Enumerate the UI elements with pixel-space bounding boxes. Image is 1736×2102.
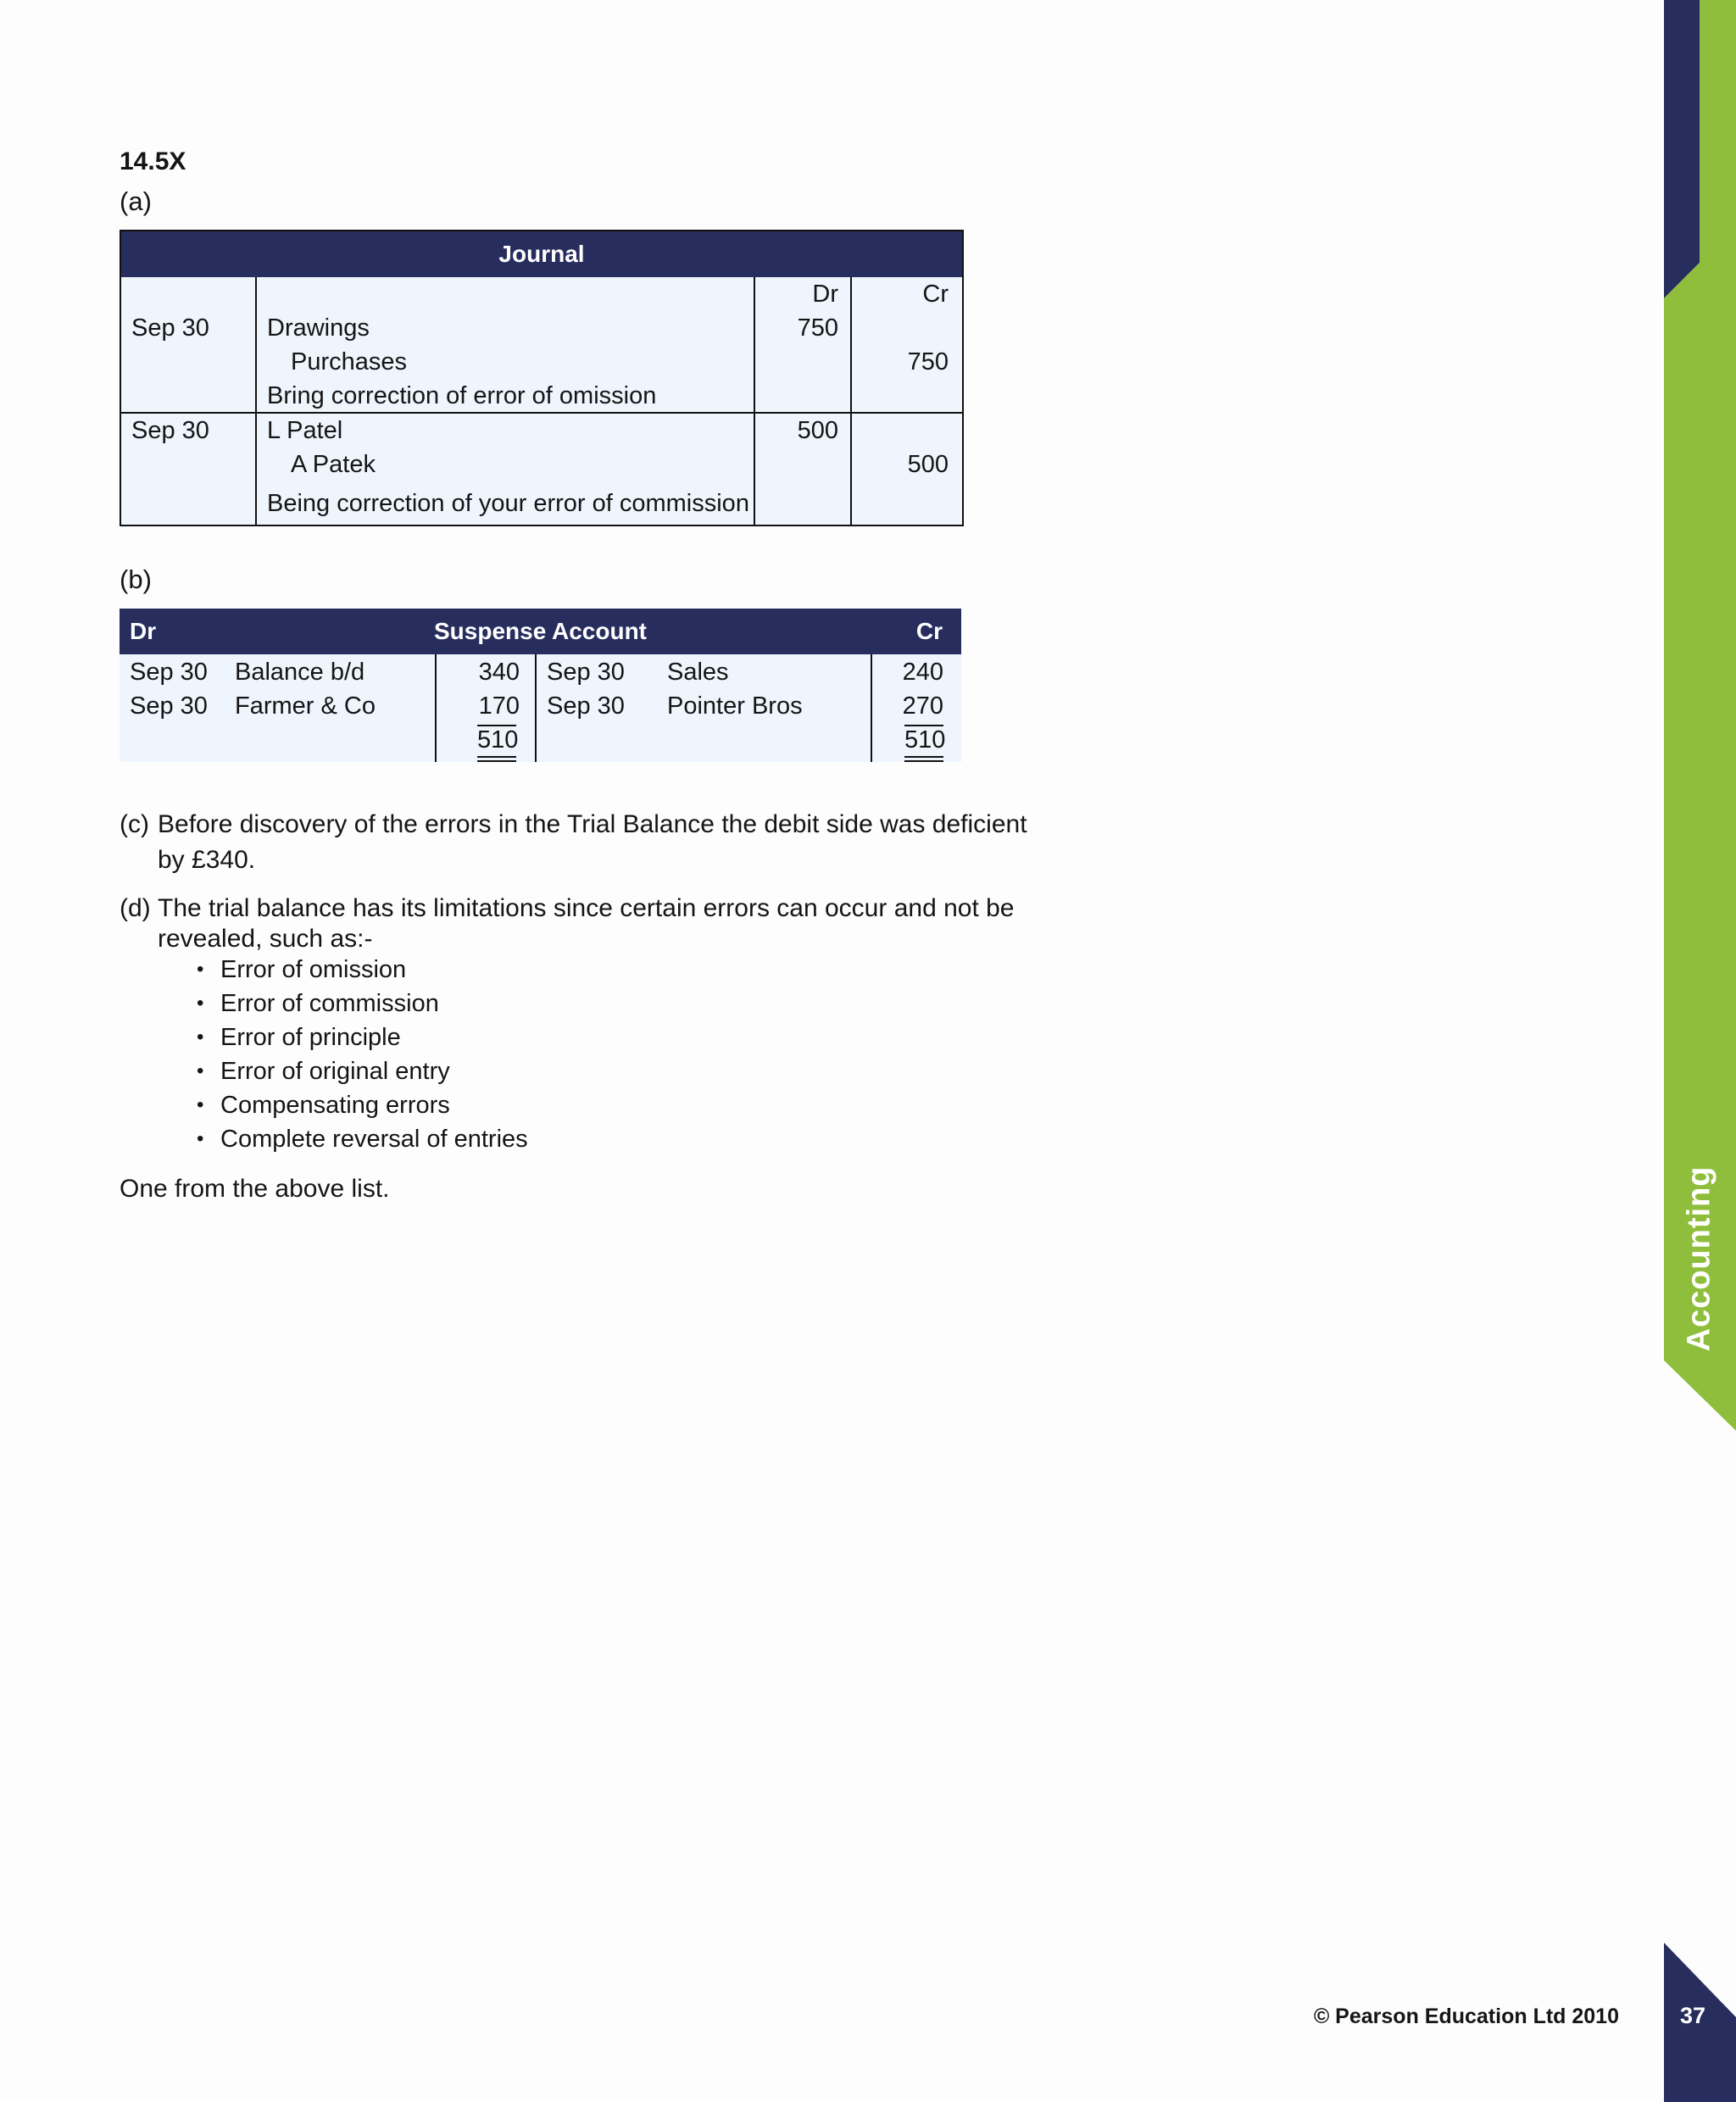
list-item: • Error of omission <box>197 953 528 987</box>
cr-column-header: Cr <box>922 281 949 308</box>
journal-credit-account: A Patek <box>291 451 376 478</box>
journal-credit-account: Purchases <box>291 348 408 375</box>
list-item: • Error of original entry <box>197 1054 528 1088</box>
journal-dr-amount: 750 <box>797 314 838 342</box>
page-number: 37 <box>1679 2003 1706 2028</box>
journal-narrative: Bring correction of error of omission <box>267 382 657 409</box>
conclusion-text: One from the above list. <box>120 1175 390 1203</box>
list-item: • Complete reversal of entries <box>197 1122 528 1156</box>
journal-narrative: Being correction of your error of commission <box>267 490 749 517</box>
exercise-heading: 14.5X <box>120 147 186 175</box>
part-d-line2: revealed, such as:- <box>158 925 373 953</box>
list-item: • Error of principle <box>197 1020 528 1054</box>
suspense-credit-account: Pointer Bros <box>667 692 803 720</box>
cr-label: Cr <box>915 618 943 644</box>
part-c-line1: Before discovery of the errors in the Trial Balance the debit side was deficient <box>158 810 1027 838</box>
suspense-credit-total-value: 510 <box>904 726 946 753</box>
part-c-label: (c) <box>120 810 149 838</box>
suspense-header <box>120 609 961 654</box>
journal-cr-amount: 750 <box>907 348 949 375</box>
suspense-credit-date: Sep 30 <box>547 659 625 686</box>
list-item: • Compensating errors <box>197 1088 528 1122</box>
journal-debit-account: Drawings <box>267 314 370 342</box>
dr-label: Dr <box>130 618 157 644</box>
suspense-credit-account: Sales <box>667 659 729 686</box>
part-a-label: (a) <box>120 186 152 216</box>
side-band-decoration <box>1664 0 1736 2102</box>
part-d-line1: The trial balance has its limitations since certain errors can occur and not be <box>158 894 1015 922</box>
suspense-debit-amount: 340 <box>478 659 520 686</box>
suspense-debit-date: Sep 30 <box>130 659 208 686</box>
suspense-debit-account: Farmer & Co <box>235 692 376 720</box>
dr-column-header: Dr <box>812 281 838 308</box>
journal-title: Journal <box>121 231 962 277</box>
part-d-label: (d) <box>120 894 151 922</box>
part-b-label: (b) <box>120 564 152 594</box>
suspense-credit-amount: 270 <box>902 692 943 720</box>
suspense-debit-total-value: 510 <box>477 726 519 753</box>
journal-table <box>120 230 964 526</box>
sidebar-label-text: Accounting <box>1681 1165 1717 1352</box>
suspense-debit-total <box>477 723 519 762</box>
journal-dr-amount: 500 <box>797 417 838 444</box>
journal-debit-account: L Patel <box>267 417 343 444</box>
error-types-list <box>197 953 528 1156</box>
suspense-credit-date: Sep 30 <box>547 692 625 720</box>
journal-entry-date: Sep 30 <box>131 417 209 444</box>
suspense-account-table <box>120 609 961 762</box>
journal-cr-amount: 500 <box>907 451 949 478</box>
sidebar-label <box>1664 1098 1736 1420</box>
suspense-credit-amount: 240 <box>902 659 943 686</box>
list-item: • Error of commission <box>197 987 528 1020</box>
suspense-debit-account: Balance b/d <box>235 659 365 686</box>
suspense-debit-date: Sep 30 <box>130 692 208 720</box>
copyright-notice: © Pearson Education Ltd 2010 <box>1313 2005 1619 2028</box>
suspense-debit-amount: 170 <box>478 692 520 720</box>
suspense-title: Suspense Account <box>433 618 647 644</box>
part-c-line2: by £340. <box>158 846 256 874</box>
journal-entry-date: Sep 30 <box>131 314 209 342</box>
suspense-credit-total <box>904 723 946 762</box>
